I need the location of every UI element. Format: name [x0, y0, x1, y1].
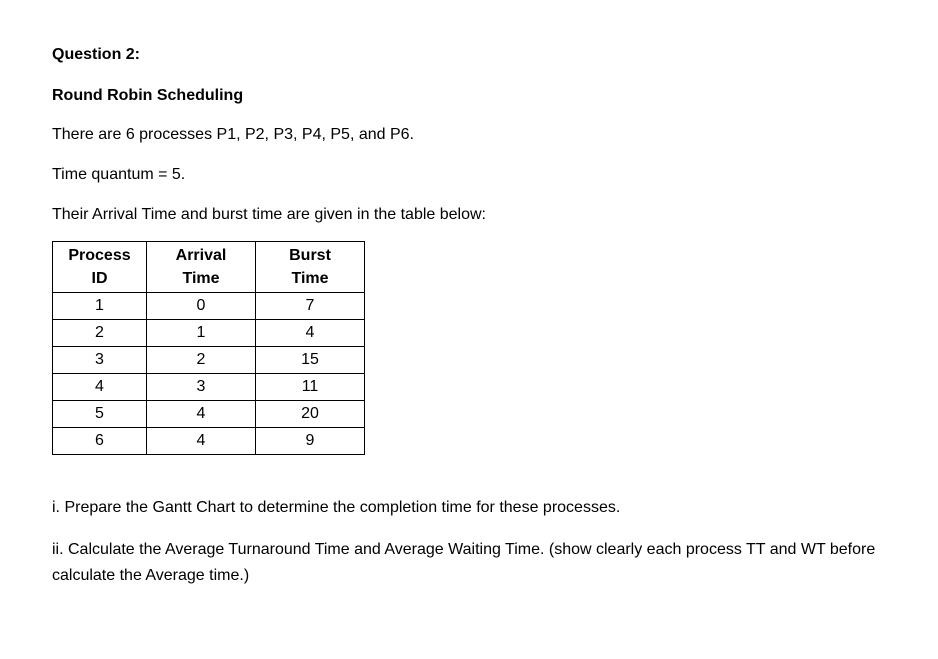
- cell-burst-time: 7: [256, 293, 365, 320]
- header-label-line: Arrival: [175, 247, 227, 264]
- section-subtitle: Round Robin Scheduling: [52, 87, 244, 104]
- header-arrival-time: [147, 242, 256, 293]
- task-average-times: ii. Calculate the Average Turnaround Time and Average Waiting Time. (show clearly each process TT and WT before calculate the Average time.): [52, 541, 876, 584]
- intro-processes-text: There are 6 processes P1, P2, P3, P4, P5, and P6.: [52, 126, 414, 143]
- table-row: [53, 320, 365, 347]
- cell-process-id: 6: [53, 428, 147, 455]
- cell-burst-time: 11: [256, 374, 365, 401]
- cell-burst-time: 4: [256, 320, 365, 347]
- header-label-line: ID: [91, 270, 108, 287]
- cell-arrival-time: 1: [147, 320, 256, 347]
- table-row: [53, 428, 365, 455]
- header-label-line: Process: [68, 247, 131, 264]
- task-gantt-chart: i. Prepare the Gantt Chart to determine the completion time for these processes.: [52, 499, 621, 516]
- table-row: [53, 347, 365, 374]
- cell-process-id: 1: [53, 293, 147, 320]
- table-row: [53, 374, 365, 401]
- cell-arrival-time: 3: [147, 374, 256, 401]
- header-label-line: Time: [291, 270, 329, 287]
- cell-burst-time: 20: [256, 401, 365, 428]
- header-burst-time: [256, 242, 365, 293]
- cell-arrival-time: 4: [147, 428, 256, 455]
- cell-process-id: 4: [53, 374, 147, 401]
- cell-arrival-time: 0: [147, 293, 256, 320]
- table-row: [53, 293, 365, 320]
- cell-arrival-time: 2: [147, 347, 256, 374]
- cell-process-id: 2: [53, 320, 147, 347]
- cell-process-id: 3: [53, 347, 147, 374]
- cell-burst-time: 9: [256, 428, 365, 455]
- header-label-line: Burst: [289, 247, 331, 264]
- header-process-id: [53, 242, 147, 293]
- question-title: Question 2:: [52, 46, 141, 63]
- process-table: [52, 241, 365, 455]
- time-quantum-text: Time quantum = 5.: [52, 166, 186, 183]
- table-intro-text: Their Arrival Time and burst time are given in the table below:: [52, 206, 486, 223]
- table-header-row: [53, 242, 365, 293]
- cell-burst-time: 15: [256, 347, 365, 374]
- header-label-line: Time: [182, 270, 220, 287]
- cell-process-id: 5: [53, 401, 147, 428]
- table-row: [53, 401, 365, 428]
- cell-arrival-time: 4: [147, 401, 256, 428]
